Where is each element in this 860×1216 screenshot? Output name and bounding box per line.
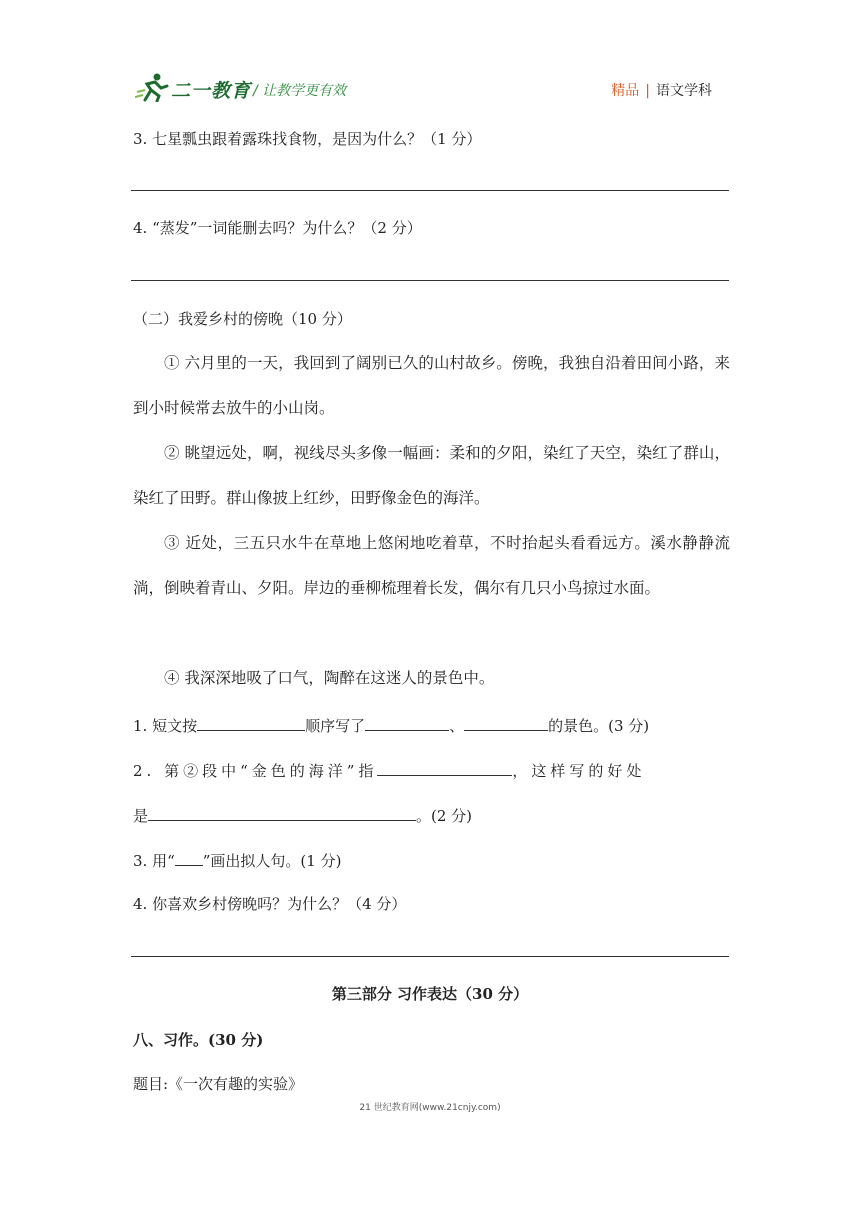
- header-slogan: / 让教学更有效: [253, 83, 347, 99]
- page-header: [135, 70, 730, 106]
- runner-logo-icon: [135, 72, 171, 102]
- passage-question-3: 3. 用“ ”画出拟人句。(1 分): [133, 848, 341, 872]
- blank-line: [365, 713, 449, 731]
- passage-question-2-line-2: 是 。(2 分): [133, 803, 472, 827]
- part3-heading: 第三部分 习作表达（30 分）: [331, 985, 529, 1003]
- question-3-ladybug: 3. 七星瓢虫跟着露珠找食物，是因为什么？（1 分）: [133, 130, 482, 148]
- passage-paragraph-3: ③ 近处，三五只水牛在草地上悠闲地吃着草，不时抬起头看看远方。溪水静静流淌，倒映着青山、夕阳。岸边的垂柳梳理着长发，偶尔有几只小鸟掠过水面。: [133, 534, 730, 597]
- question-4-evaporate: 4. “蒸发”一词能删去吗？为什么？（2 分）: [133, 219, 422, 237]
- blank-line: [197, 713, 305, 731]
- blank-line: [148, 803, 416, 821]
- blank-line: [464, 713, 548, 731]
- underline-sample: [175, 848, 203, 866]
- page-footer: 21 世纪教育网(www.21cnjy.com): [359, 1103, 501, 1113]
- passage-paragraph-4: ④ 我深深地吸了口气，陶醉在这迷人的景色中。: [164, 669, 495, 687]
- passage-title: （二）我爱乡村的傍晚（10 分）: [133, 310, 352, 328]
- passage-question-4: 4. 你喜欢乡村傍晚吗？为什么？（4 分）: [133, 895, 407, 913]
- answer-line: [131, 956, 729, 957]
- answer-line: [131, 280, 729, 281]
- header-separator: |: [645, 83, 650, 99]
- blank-line: [377, 758, 512, 776]
- answer-line: [131, 190, 729, 191]
- subject-label: 语文学科: [656, 83, 712, 99]
- passage-question-1: 1. 短文按 顺序写了 、 的景色。(3 分): [133, 713, 649, 737]
- writing-topic: 题目:《一次有趣的实验》: [133, 1075, 304, 1093]
- passage-paragraph-1: ① 六月里的一天，我回到了阔别已久的山村故乡。傍晚，我独自沿着田间小路，来到小时候常去放牛的小山岗。: [133, 354, 730, 417]
- boutique-label: 精品: [611, 83, 640, 99]
- passage-paragraph-2: ② 眺望远处，啊，视线尽头多像一幅画：柔和的夕阳，染红了天空，染红了群山，染红了田野。群山像披上红纱，田野像金色的海洋。: [133, 444, 730, 507]
- passage-question-2-line-1: 2. 第②段中“金色的海洋”指 ，这样写的好处: [133, 758, 645, 782]
- section-8-writing: 八、习作。(30 分): [133, 1031, 264, 1049]
- logo-text: 二一教育: [171, 80, 252, 102]
- header-subject: [611, 80, 712, 100]
